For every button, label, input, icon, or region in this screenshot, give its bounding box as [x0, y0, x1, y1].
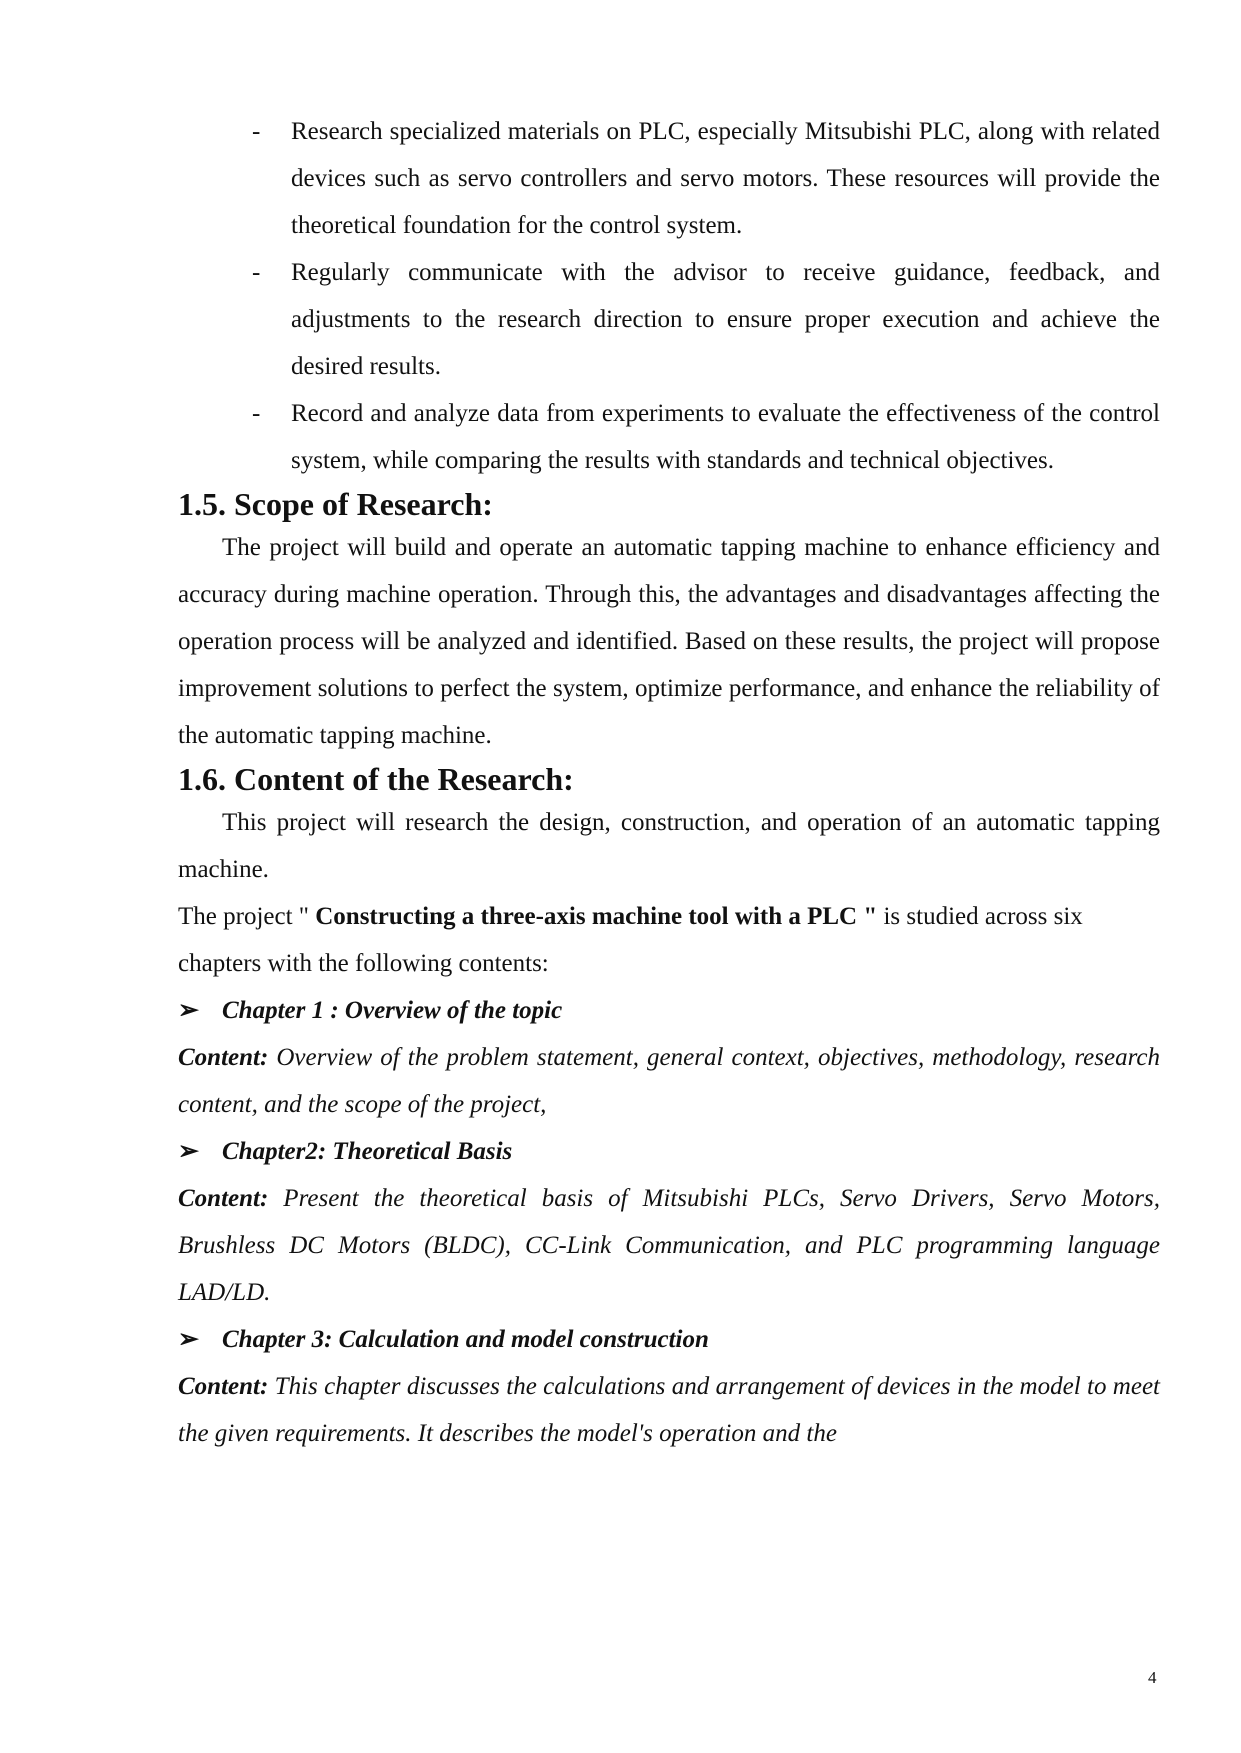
arrow-bullet-icon: ➢ [178, 1326, 199, 1353]
chapter-content [178, 1034, 1160, 1128]
content-label: Content: [178, 1185, 269, 1212]
objectives-list [178, 108, 1160, 484]
chapter-heading [178, 1128, 1160, 1175]
chapter-heading [178, 1316, 1160, 1363]
dash-bullet: - [252, 400, 261, 427]
dash-bullet: - [252, 259, 261, 286]
section-heading-content: 1.6. Content of the Research: [178, 761, 574, 797]
project-suffix: is studied across six chapters with the following contents: [178, 903, 1083, 977]
list-item-text: Research specialized materials on PLC, especially Mitsubishi PLC, along with related devices such as servo controllers and servo motors. These resources will provide the theoretical foundation for the control system. [291, 118, 1160, 239]
section-heading-scope: 1.5. Scope of Research: [178, 486, 493, 522]
arrow-bullet-icon: ➢ [178, 1138, 199, 1165]
content-label: Content: [178, 1373, 269, 1400]
project-statement [178, 893, 1160, 987]
list-item-text: Regularly communicate with the advisor to receive guidance, feedback, and adjustments to the research direction to ensure proper execution and achieve the desired results. [291, 259, 1160, 380]
chapter-content [178, 1175, 1160, 1316]
chapter-content [178, 1363, 1160, 1457]
list-item [178, 390, 1160, 484]
list-item [178, 249, 1160, 390]
chapter-heading [178, 987, 1160, 1034]
content-text: Present the theoretical basis of Mitsubishi PLCs, Servo Drivers, Servo Motors, Brushless DC Motors (BLDC), CC-Link Communication, and PLC programming language LAD/LD. [178, 1185, 1160, 1306]
content-label: Content: [178, 1044, 269, 1071]
chapter-title: Chapter2: Theoretical Basis [222, 1138, 513, 1165]
page-number: 4 [1148, 1668, 1157, 1687]
list-item [178, 108, 1160, 249]
content-intro-paragraph: This project will research the design, construction, and operation of an automatic tapping machine. [178, 809, 1160, 883]
dash-bullet: - [252, 118, 261, 145]
project-title: Constructing a three-axis machine tool with a PLC " [308, 903, 878, 930]
content-text: Overview of the problem statement, general context, objectives, methodology, research content, and the scope of the project, [178, 1044, 1160, 1118]
arrow-bullet-icon: ➢ [178, 997, 199, 1024]
chapter-title: Chapter 1 : Overview of the topic [222, 997, 563, 1024]
list-item-text: Record and analyze data from experiments to evaluate the effectiveness of the control system, while comparing the results with standards and technical objectives. [291, 400, 1160, 474]
project-prefix: The project " [178, 903, 309, 930]
chapter-title: Chapter 3: Calculation and model construction [222, 1326, 709, 1353]
scope-paragraph: The project will build and operate an automatic tapping machine to enhance efficiency and accuracy during machine operation. Through this, the advantages and disadvantages affecting the operation process will be analyzed and identified. Based on these results, the project will propose improvement solutions to perfect the system, optimize performance, and enhance the reliability of the automatic tapping machine. [178, 534, 1160, 749]
page-content [178, 108, 1160, 1457]
content-text: This chapter discusses the calculations and arrangement of devices in the model to meet the given requirements. It describes the model's operation and the [178, 1373, 1160, 1447]
